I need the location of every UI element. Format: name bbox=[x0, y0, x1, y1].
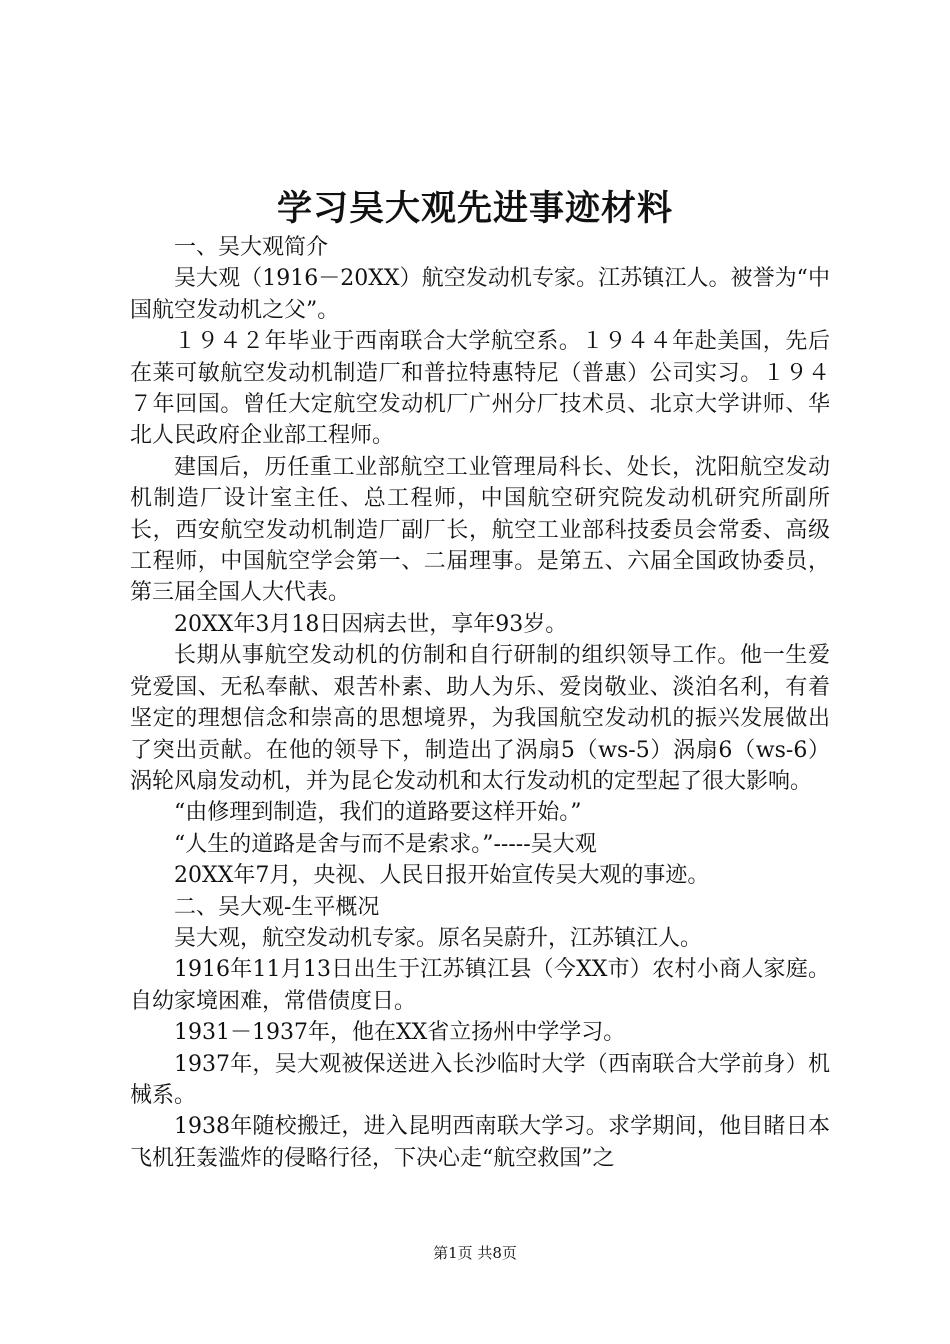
paragraph: 1938年随校搬迁，进入昆明西南联大学习。求学期间，他目睹日本飞机狂轰滥炸的侵略行径，下决心走“航空救国”之 bbox=[130, 1114, 830, 1171]
page-indicator: 第1页 共8页 bbox=[433, 1244, 517, 1262]
paragraph: 吴大观（1916－20XX）航空发动机专家。江苏镇江人。被誉为“中国航空发动机之父”。 bbox=[130, 266, 830, 323]
paragraph: 吴大观，航空发动机专家。原名吴蔚升，江苏镇江人。 bbox=[174, 925, 703, 951]
paragraph: 建国后，历任重工业部航空工业管理局科长、处长，沈阳航空发动机制造厂设计室主任、总工程师，中国航空研究院发动机研究所副所长，西安航空发动机制造厂副厂长，航空工业部科技委员会常委、高级工程师，中国航空学会第一、二届理事。是第五、六届全国政协委员，第三届全国人大代表。 bbox=[130, 454, 830, 606]
document-body bbox=[130, 232, 830, 1174]
quote: “人生的道路是舍与而不是索求。”-----吴大观 bbox=[174, 831, 597, 857]
paragraph: 1916年11月13日出生于江苏镇江县（今XX市）农村小商人家庭。自幼家境困难，常借债度日。 bbox=[130, 957, 830, 1014]
paragraph: 长期从事航空发动机的仿制和自行研制的组织领导工作。他一生爱党爱国、无私奉献、艰苦朴素、助人为乐、爱岗敬业、淡泊名利，有着坚定的理想信念和崇高的思想境界，为我国航空发动机的振兴发展做出了突出贡献。在他的领导下，制造出了涡扇5（ws-5）涡扇6（ws-6）涡轮风扇发动机，并为昆仑发动机和太行发动机的定型起了很大影响。 bbox=[130, 643, 830, 794]
section-heading: 二、吴大观-生平概况 bbox=[174, 894, 380, 920]
paragraph: 1937年，吴大观被保送进入长沙临时大学（西南联合大学前身）机械系。 bbox=[130, 1051, 830, 1108]
document-title: 学习吴大观先进事迹材料 bbox=[276, 188, 673, 229]
paragraph: １９４２年毕业于西南联合大学航空系。１９４４年赴美国，先后在莱可敏航空发动机制造厂和普拉特惠特尼（普惠）公司实习。１９４７年回国。曾任大定航空发动机厂广州分厂技术员、北京大学讲师、华北人民政府企业部工程师。 bbox=[130, 329, 830, 449]
paragraph: 20XX年7月，央视、人民日报开始宣传吴大观的事迹。 bbox=[174, 863, 710, 889]
paragraph: 20XX年3月18日因病去世，享年93岁。 bbox=[174, 611, 568, 637]
section-heading: 一、吴大观简介 bbox=[174, 235, 329, 260]
quote: “由修理到制造，我们的道路要这样开始。” bbox=[174, 800, 582, 826]
paragraph: 1931－1937年，他在XX省立扬州中学学习。 bbox=[174, 1020, 626, 1046]
